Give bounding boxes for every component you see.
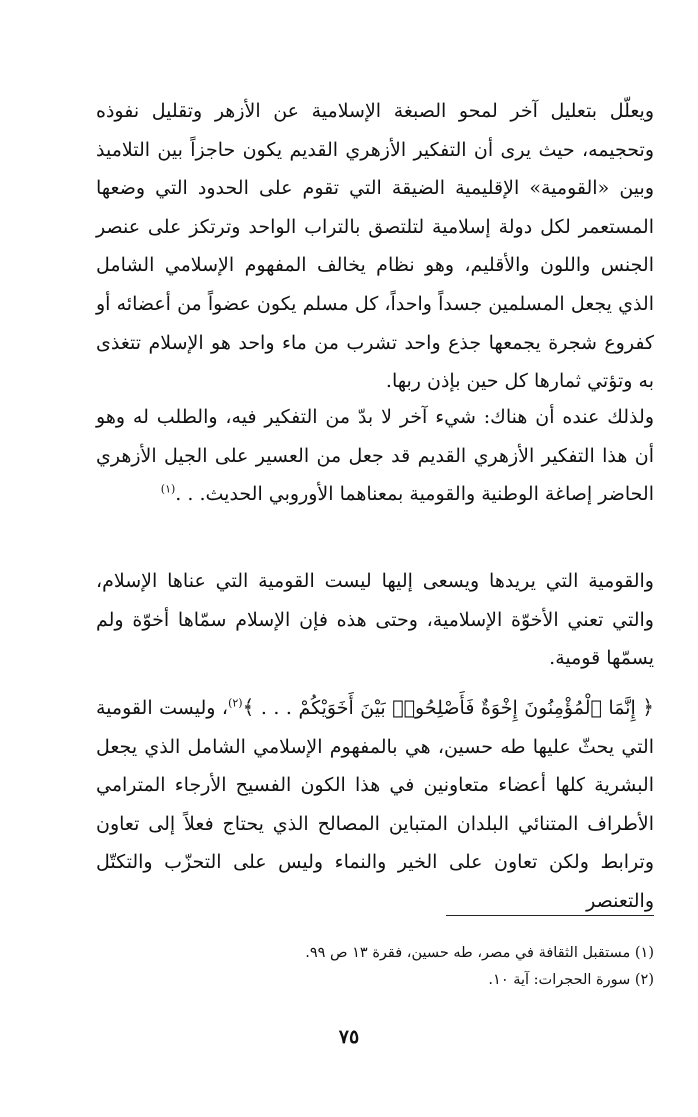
paragraph-1-text: ويعلّل بتعليل آخر لمحو الصبغة الإسلامية عن الأزهر وتقليل نفوذه وتحجيمه، حيث يرى أن التفكير الأزهري القديم يكون حاجزاً بين التلاميذ وبين «القومية» الإقليمية الضيقة التي تقوم على الحدود التي وضعها المستعمر لكل دولة إسلامية لتلتصق بالتراب الواحد وترتكز على عنصر الجنس واللون والأقليم، وهو نظام يخالف المفهوم الإسلامي الشامل الذي يجعل المسلمين جسداً واحداً، كل مسلم يكون عضواً من أعضائه أو كفروع شجرة يجمعها جذع واحد تشرب من ماء واحد هو الإسلام تتغذى به وتؤتي ثمارها كل حين بإذن ربها. — [96, 100, 654, 393]
paragraph-3-text: والقومية التي يريدها ويسعى إليها ليست القومية التي عناها الإسلام، والتي تعني الأخوّة الإسلامية، وحتى هذه فإن الإسلام سمّاها أخوّة ولم يسمّها قومية. — [96, 570, 654, 670]
paragraph-4-text: القومية التي يحثّ عليها طه حسين، هي بالمفهوم الإسلامي الشامل الذي يجعل البشرية كلها أعضاء متعاونين في هذا الكون الفسيح الأرجاء المترامي الأطراف المتنائي البلدان المتباين المصالح الذي يحتاج فعلاً إلى تعاون وترابط ولكن تعاون على الخير والنماء وليس على التحزّب والتكتّل والتعنصر — [96, 697, 654, 912]
footnote-2-text: سورة الحجرات: آية ١٠. — [488, 972, 631, 988]
footnote-ref-1: (١) — [160, 482, 176, 496]
footnote-1 — [260, 940, 654, 967]
paragraph-1 — [96, 92, 654, 401]
paragraph-4-body — [96, 688, 654, 921]
verse-text: إِنَّمَا ٱلْمُؤْمِنُونَ إِخْوَةٌ فَأَصْلِحُوا۟ بَيْنَ أَخَوَيْكُمْ . . . — [260, 697, 636, 719]
paragraph-2-text: ولذلك عنده أن هناك: شيء آخر لا بدّ من التفكير فيه، والطلب له وهو أن هذا التفكير الأزهري القديم قد جعل من العسير على الجيل الأزهري الحاضر إصاغة الوطنية والقومية بمعناهما الأوروبي الحديث. . . — [96, 406, 654, 506]
paragraph-4 — [96, 688, 654, 921]
footnote-2-marker: (٢) — [634, 972, 654, 988]
footnote-2 — [260, 967, 654, 994]
footnotes — [260, 940, 654, 994]
paragraph-4-lead: ، وليست — [159, 697, 229, 719]
footnote-ref-2: (٢) — [228, 696, 243, 710]
footnote-1-text: مستقبل الثقافة في مصر، طه حسين، فقرة ١٣ ص ٩٩. — [305, 945, 631, 961]
paragraph-2 — [96, 398, 654, 514]
paragraph-3 — [96, 562, 654, 678]
footnote-1-marker: (١) — [634, 945, 654, 961]
footnote-divider — [446, 915, 654, 916]
page-number: ٧٥ — [338, 1026, 360, 1048]
paragraph-2-body — [96, 398, 654, 514]
verse-close-bracket: ﴾ — [242, 695, 255, 719]
quran-verse — [243, 697, 654, 719]
verse-open-bracket: ﴿ — [642, 695, 654, 719]
